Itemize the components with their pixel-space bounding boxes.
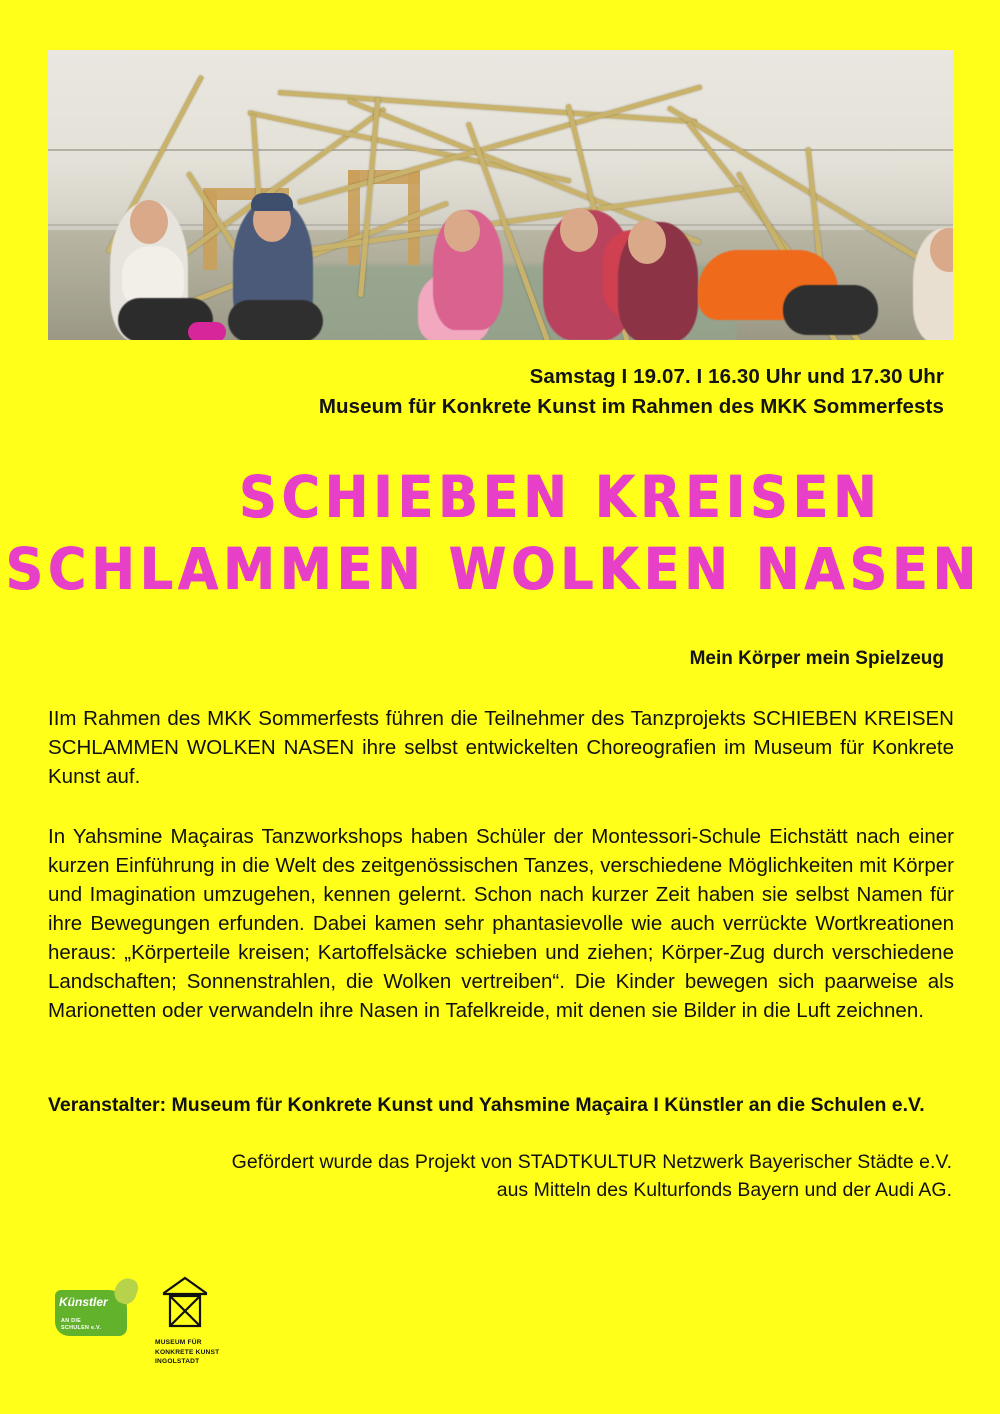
person-head [444,210,480,252]
event-dateline [244,362,944,422]
kads-logo-subline [61,1318,101,1332]
mkk-caption-3: INGOLSTADT [155,1358,200,1366]
mkk-logo [155,1276,305,1366]
kads-logo-name: Künstler [59,1295,108,1309]
event-photo [48,50,953,340]
dateline-line-1: Samstag I 19.07. I 16.30 Uhr und 17.30 Uhr [529,365,944,388]
person-head [560,208,598,252]
funding-note [132,1148,952,1204]
title-line-2: SCHLAMMEN WOLKEN NASEN [5,536,981,604]
pink-shoe [188,322,226,340]
mkk-caption-1: MUSEUM FÜR [155,1339,202,1346]
mkk-logo-caption [155,1338,219,1367]
kads-sub-1: AN DIE [61,1318,82,1324]
body-paragraph-1: IIm Rahmen des MKK Sommerfests führen die Teilnehmer des Tanzprojekts SCHIEBEN KREISEN SCHLAMMEN WOLKEN NASEN ihre selbst entwickelten Choreografien im Museum für Konkrete Kunst auf. [48,707,954,788]
person-legs [228,300,323,340]
poster-title [0,464,1000,604]
person-head [628,220,666,264]
dateline-line-2: Museum für Konkrete Kunst im Rahmen des MKK Sommerfests [318,395,944,418]
kuenstler-an-die-schulen-logo [55,1284,135,1346]
title-line-1: SCHIEBEN KREISEN [238,464,882,532]
kads-sub-2: SCHULEN e.V. [61,1324,102,1331]
person-legs [783,285,878,335]
body-paragraph-2: In Yahsmine Maçairas Tanzworkshops haben Schüler der Montessori-Schule Eichstätt nach einer kurzen Einführung in die Welt des zeitgenössischen Tanzes, verschiedene Möglichkeiten mit Körper und Imagination umzugehen, kennen gelernt. Schon nach kurzer Zeit haben sie selbst Namen für ihre Bewegungen erfunden. Dabei kamen sehr phantasievolle wie auch verrückte Wortkreationen heraus: „Körperteile kreisen; Kartoffelsäcke schieben und ziehen; Körper-Zug durch verschiedene Landschaften; Sonnenstrahlen, die Wolken vertreiben“. Die Kinder bewegen sich paarweise als Marionetten oder verwandeln ihre Nasen in Tafelkreide, mit denen sie Bilder in die Luft zeichnen. [48,825,954,1022]
funding-line-1: Gefördert wurde das Projekt von STADTKULTUR Netzwerk Bayerischer Städte e.V. [231,1151,952,1173]
person-torso [122,246,184,306]
mkk-caption-2: KONKRETE KUNST [155,1348,220,1356]
logo-row [55,1276,455,1366]
poster-subtitle: Mein Körper mein Spielzeug [689,648,944,669]
headband [251,193,293,211]
funding-line-2: aus Mitteln des Kulturfonds Bayern und der Audi AG. [496,1179,952,1201]
mkk-house-icon [161,1276,209,1332]
wall-line [48,149,953,151]
organizer-line: Veranstalter: Museum für Konkrete Kunst und Yahsmine Maçaira I Künstler an die Schulen e.V. [48,1094,925,1116]
photo-background [48,50,953,340]
person-head [130,200,168,244]
